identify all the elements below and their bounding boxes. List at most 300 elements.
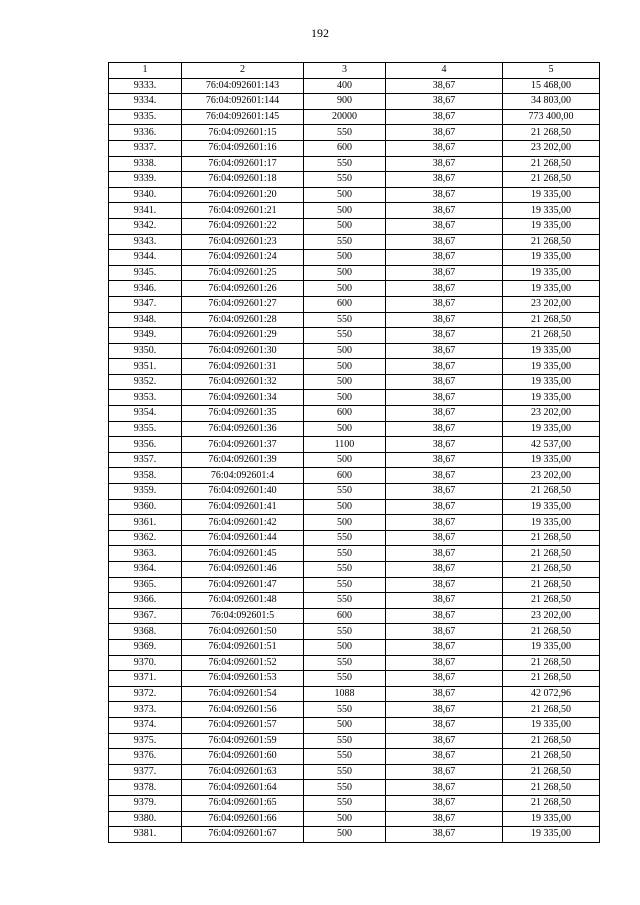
amount-cell: 19 335,00	[503, 187, 600, 203]
rate-cell: 38,67	[386, 281, 503, 297]
amount-cell: 21 268,50	[503, 577, 600, 593]
amount-cell: 19 335,00	[503, 390, 600, 406]
amount-cell: 21 268,50	[503, 234, 600, 250]
cadastral-number-cell: 76:04:092601:32	[182, 374, 304, 390]
rate-cell: 38,67	[386, 593, 503, 609]
table-row	[109, 733, 600, 749]
amount-cell: 19 335,00	[503, 421, 600, 437]
cadastral-number-cell: 76:04:092601:21	[182, 203, 304, 219]
cadastral-number-cell: 76:04:092601:53	[182, 671, 304, 687]
amount-cell: 21 268,50	[503, 624, 600, 640]
cadastral-number-cell: 76:04:092601:40	[182, 484, 304, 500]
cadastral-number-cell: 76:04:092601:4	[182, 468, 304, 484]
column-header-2: 2	[182, 63, 304, 79]
cadastral-number-cell: 76:04:092601:34	[182, 390, 304, 406]
rate-cell: 38,67	[386, 437, 503, 453]
cadastral-number-cell: 76:04:092601:24	[182, 250, 304, 266]
rate-cell: 38,67	[386, 203, 503, 219]
row-number-cell: 9339.	[109, 172, 182, 188]
area-cell: 550	[304, 484, 386, 500]
header-row	[109, 63, 600, 79]
area-cell: 550	[304, 780, 386, 796]
amount-cell: 21 268,50	[503, 562, 600, 578]
area-cell: 550	[304, 562, 386, 578]
table-row	[109, 172, 600, 188]
area-cell: 500	[304, 359, 386, 375]
rate-cell: 38,67	[386, 343, 503, 359]
area-cell: 20000	[304, 109, 386, 125]
cadastral-number-cell: 76:04:092601:29	[182, 328, 304, 344]
area-cell: 500	[304, 499, 386, 515]
amount-cell: 21 268,50	[503, 733, 600, 749]
row-number-cell: 9366.	[109, 593, 182, 609]
rate-cell: 38,67	[386, 780, 503, 796]
rate-cell: 38,67	[386, 717, 503, 733]
cadastral-number-cell: 76:04:092601:41	[182, 499, 304, 515]
amount-cell: 19 335,00	[503, 218, 600, 234]
area-cell: 500	[304, 343, 386, 359]
area-cell: 500	[304, 218, 386, 234]
amount-cell: 15 468,00	[503, 78, 600, 94]
amount-cell: 23 202,00	[503, 406, 600, 422]
area-cell: 600	[304, 608, 386, 624]
amount-cell: 21 268,50	[503, 593, 600, 609]
amount-cell: 19 335,00	[503, 359, 600, 375]
amount-cell: 21 268,50	[503, 749, 600, 765]
cadastral-number-cell: 76:04:092601:54	[182, 686, 304, 702]
cadastral-number-cell: 76:04:092601:17	[182, 156, 304, 172]
table-row	[109, 374, 600, 390]
table-row	[109, 437, 600, 453]
rate-cell: 38,67	[386, 78, 503, 94]
table-row	[109, 671, 600, 687]
area-cell: 550	[304, 577, 386, 593]
row-number-cell: 9342.	[109, 218, 182, 234]
row-number-cell: 9347.	[109, 296, 182, 312]
area-cell: 550	[304, 795, 386, 811]
table-row	[109, 702, 600, 718]
row-number-cell: 9348.	[109, 312, 182, 328]
amount-cell: 19 335,00	[503, 343, 600, 359]
column-header-1: 1	[109, 63, 182, 79]
cadastral-number-cell: 76:04:092601:52	[182, 655, 304, 671]
table-row	[109, 655, 600, 671]
table-row	[109, 593, 600, 609]
column-header-4: 4	[386, 63, 503, 79]
rate-cell: 38,67	[386, 546, 503, 562]
amount-cell: 19 335,00	[503, 717, 600, 733]
rate-cell: 38,67	[386, 328, 503, 344]
area-cell: 500	[304, 203, 386, 219]
row-number-cell: 9350.	[109, 343, 182, 359]
area-cell: 400	[304, 78, 386, 94]
cadastral-number-cell: 76:04:092601:20	[182, 187, 304, 203]
amount-cell: 21 268,50	[503, 671, 600, 687]
row-number-cell: 9368.	[109, 624, 182, 640]
amount-cell: 23 202,00	[503, 608, 600, 624]
row-number-cell: 9361.	[109, 515, 182, 531]
rate-cell: 38,67	[386, 562, 503, 578]
rate-cell: 38,67	[386, 484, 503, 500]
area-cell: 600	[304, 140, 386, 156]
amount-cell: 19 335,00	[503, 811, 600, 827]
area-cell: 600	[304, 406, 386, 422]
area-cell: 550	[304, 593, 386, 609]
table-row	[109, 421, 600, 437]
table-header	[109, 63, 600, 79]
cadastral-number-cell: 76:04:092601:64	[182, 780, 304, 796]
cadastral-number-cell: 76:04:092601:59	[182, 733, 304, 749]
row-number-cell: 9375.	[109, 733, 182, 749]
rate-cell: 38,67	[386, 265, 503, 281]
amount-cell: 23 202,00	[503, 468, 600, 484]
table-row	[109, 312, 600, 328]
area-cell: 500	[304, 811, 386, 827]
row-number-cell: 9341.	[109, 203, 182, 219]
amount-cell: 21 268,50	[503, 546, 600, 562]
cadastral-number-cell: 76:04:092601:144	[182, 94, 304, 110]
area-cell: 550	[304, 172, 386, 188]
table-row	[109, 827, 600, 843]
rate-cell: 38,67	[386, 811, 503, 827]
rate-cell: 38,67	[386, 390, 503, 406]
row-number-cell: 9334.	[109, 94, 182, 110]
cadastral-number-cell: 76:04:092601:63	[182, 764, 304, 780]
row-number-cell: 9364.	[109, 562, 182, 578]
rate-cell: 38,67	[386, 639, 503, 655]
table-row	[109, 406, 600, 422]
row-number-cell: 9337.	[109, 140, 182, 156]
table-row	[109, 484, 600, 500]
area-cell: 1088	[304, 686, 386, 702]
column-header-5: 5	[503, 63, 600, 79]
rate-cell: 38,67	[386, 312, 503, 328]
rate-cell: 38,67	[386, 452, 503, 468]
area-cell: 500	[304, 281, 386, 297]
area-cell: 500	[304, 452, 386, 468]
table-row	[109, 546, 600, 562]
row-number-cell: 9370.	[109, 655, 182, 671]
rate-cell: 38,67	[386, 749, 503, 765]
row-number-cell: 9378.	[109, 780, 182, 796]
row-number-cell: 9338.	[109, 156, 182, 172]
amount-cell: 19 335,00	[503, 265, 600, 281]
area-cell: 550	[304, 312, 386, 328]
table-row	[109, 203, 600, 219]
amount-cell: 19 335,00	[503, 639, 600, 655]
amount-cell: 42 537,00	[503, 437, 600, 453]
row-number-cell: 9360.	[109, 499, 182, 515]
rate-cell: 38,67	[386, 296, 503, 312]
cadastral-number-cell: 76:04:092601:22	[182, 218, 304, 234]
area-cell: 600	[304, 296, 386, 312]
cadastral-number-cell: 76:04:092601:28	[182, 312, 304, 328]
rate-cell: 38,67	[386, 608, 503, 624]
amount-cell: 19 335,00	[503, 374, 600, 390]
row-number-cell: 9371.	[109, 671, 182, 687]
rate-cell: 38,67	[386, 421, 503, 437]
cadastral-number-cell: 76:04:092601:36	[182, 421, 304, 437]
row-number-cell: 9380.	[109, 811, 182, 827]
column-header-3: 3	[304, 63, 386, 79]
amount-cell: 19 335,00	[503, 499, 600, 515]
table-row	[109, 530, 600, 546]
table-row	[109, 811, 600, 827]
table-row	[109, 359, 600, 375]
table-row	[109, 390, 600, 406]
table-row	[109, 187, 600, 203]
row-number-cell: 9359.	[109, 484, 182, 500]
row-number-cell: 9333.	[109, 78, 182, 94]
rate-cell: 38,67	[386, 702, 503, 718]
data-table	[108, 62, 600, 843]
row-number-cell: 9381.	[109, 827, 182, 843]
amount-cell: 19 335,00	[503, 281, 600, 297]
cadastral-number-cell: 76:04:092601:25	[182, 265, 304, 281]
table-row	[109, 764, 600, 780]
area-cell: 500	[304, 390, 386, 406]
cadastral-number-cell: 76:04:092601:39	[182, 452, 304, 468]
cadastral-number-cell: 76:04:092601:16	[182, 140, 304, 156]
cadastral-number-cell: 76:04:092601:42	[182, 515, 304, 531]
area-cell: 600	[304, 468, 386, 484]
amount-cell: 21 268,50	[503, 530, 600, 546]
rate-cell: 38,67	[386, 795, 503, 811]
cadastral-number-cell: 76:04:092601:15	[182, 125, 304, 141]
cadastral-number-cell: 76:04:092601:30	[182, 343, 304, 359]
rate-cell: 38,67	[386, 140, 503, 156]
row-number-cell: 9345.	[109, 265, 182, 281]
area-cell: 550	[304, 546, 386, 562]
row-number-cell: 9344.	[109, 250, 182, 266]
area-cell: 550	[304, 125, 386, 141]
rate-cell: 38,67	[386, 764, 503, 780]
cadastral-number-cell: 76:04:092601:35	[182, 406, 304, 422]
table-body	[109, 78, 600, 842]
amount-cell: 21 268,50	[503, 764, 600, 780]
area-cell: 550	[304, 156, 386, 172]
rate-cell: 38,67	[386, 218, 503, 234]
table-row	[109, 452, 600, 468]
area-cell: 550	[304, 234, 386, 250]
cadastral-number-cell: 76:04:092601:37	[182, 437, 304, 453]
rate-cell: 38,67	[386, 406, 503, 422]
area-cell: 550	[304, 749, 386, 765]
row-number-cell: 9362.	[109, 530, 182, 546]
area-cell: 500	[304, 717, 386, 733]
rate-cell: 38,67	[386, 515, 503, 531]
cadastral-number-cell: 76:04:092601:46	[182, 562, 304, 578]
area-cell: 1100	[304, 437, 386, 453]
area-cell: 500	[304, 639, 386, 655]
table-row	[109, 468, 600, 484]
table-row	[109, 250, 600, 266]
rate-cell: 38,67	[386, 234, 503, 250]
table-row	[109, 780, 600, 796]
table-row	[109, 218, 600, 234]
table-row	[109, 234, 600, 250]
table-row	[109, 265, 600, 281]
row-number-cell: 9372.	[109, 686, 182, 702]
area-cell: 500	[304, 421, 386, 437]
rate-cell: 38,67	[386, 655, 503, 671]
table-row	[109, 608, 600, 624]
cadastral-number-cell: 76:04:092601:5	[182, 608, 304, 624]
rate-cell: 38,67	[386, 468, 503, 484]
row-number-cell: 9340.	[109, 187, 182, 203]
cadastral-number-cell: 76:04:092601:45	[182, 546, 304, 562]
area-cell: 550	[304, 328, 386, 344]
area-cell: 500	[304, 265, 386, 281]
cadastral-number-cell: 76:04:092601:48	[182, 593, 304, 609]
rate-cell: 38,67	[386, 499, 503, 515]
table-row	[109, 78, 600, 94]
table-row	[109, 717, 600, 733]
area-cell: 900	[304, 94, 386, 110]
table-row	[109, 94, 600, 110]
amount-cell: 19 335,00	[503, 515, 600, 531]
area-cell: 500	[304, 827, 386, 843]
area-cell: 550	[304, 671, 386, 687]
amount-cell: 19 335,00	[503, 452, 600, 468]
row-number-cell: 9358.	[109, 468, 182, 484]
table-row	[109, 639, 600, 655]
row-number-cell: 9379.	[109, 795, 182, 811]
area-cell: 500	[304, 374, 386, 390]
amount-cell: 21 268,50	[503, 780, 600, 796]
cadastral-number-cell: 76:04:092601:26	[182, 281, 304, 297]
row-number-cell: 9367.	[109, 608, 182, 624]
table-row	[109, 296, 600, 312]
cadastral-number-cell: 76:04:092601:60	[182, 749, 304, 765]
cadastral-number-cell: 76:04:092601:66	[182, 811, 304, 827]
amount-cell: 23 202,00	[503, 296, 600, 312]
table-row	[109, 140, 600, 156]
amount-cell: 42 072,96	[503, 686, 600, 702]
rate-cell: 38,67	[386, 172, 503, 188]
rate-cell: 38,67	[386, 577, 503, 593]
cadastral-number-cell: 76:04:092601:145	[182, 109, 304, 125]
area-cell: 550	[304, 624, 386, 640]
rate-cell: 38,67	[386, 530, 503, 546]
area-cell: 550	[304, 702, 386, 718]
row-number-cell: 9374.	[109, 717, 182, 733]
table-row	[109, 577, 600, 593]
amount-cell: 21 268,50	[503, 795, 600, 811]
rate-cell: 38,67	[386, 359, 503, 375]
cadastral-number-cell: 76:04:092601:31	[182, 359, 304, 375]
area-cell: 500	[304, 250, 386, 266]
row-number-cell: 9346.	[109, 281, 182, 297]
cadastral-number-cell: 76:04:092601:65	[182, 795, 304, 811]
table-row	[109, 281, 600, 297]
table-row	[109, 328, 600, 344]
row-number-cell: 9356.	[109, 437, 182, 453]
rate-cell: 38,67	[386, 156, 503, 172]
row-number-cell: 9376.	[109, 749, 182, 765]
cadastral-number-cell: 76:04:092601:47	[182, 577, 304, 593]
amount-cell: 23 202,00	[503, 140, 600, 156]
table-row	[109, 795, 600, 811]
area-cell: 550	[304, 733, 386, 749]
rate-cell: 38,67	[386, 374, 503, 390]
amount-cell: 21 268,50	[503, 312, 600, 328]
amount-cell: 19 335,00	[503, 203, 600, 219]
rate-cell: 38,67	[386, 125, 503, 141]
row-number-cell: 9369.	[109, 639, 182, 655]
rate-cell: 38,67	[386, 686, 503, 702]
row-number-cell: 9335.	[109, 109, 182, 125]
area-cell: 550	[304, 530, 386, 546]
table-row	[109, 343, 600, 359]
table-row	[109, 749, 600, 765]
row-number-cell: 9343.	[109, 234, 182, 250]
amount-cell: 21 268,50	[503, 172, 600, 188]
row-number-cell: 9353.	[109, 390, 182, 406]
cadastral-number-cell: 76:04:092601:50	[182, 624, 304, 640]
rate-cell: 38,67	[386, 187, 503, 203]
cadastral-number-cell: 76:04:092601:67	[182, 827, 304, 843]
row-number-cell: 9354.	[109, 406, 182, 422]
rate-cell: 38,67	[386, 109, 503, 125]
amount-cell: 21 268,50	[503, 484, 600, 500]
cadastral-number-cell: 76:04:092601:57	[182, 717, 304, 733]
amount-cell: 21 268,50	[503, 125, 600, 141]
rate-cell: 38,67	[386, 671, 503, 687]
amount-cell: 21 268,50	[503, 655, 600, 671]
area-cell: 550	[304, 655, 386, 671]
amount-cell: 19 335,00	[503, 250, 600, 266]
cadastral-number-cell: 76:04:092601:27	[182, 296, 304, 312]
row-number-cell: 9355.	[109, 421, 182, 437]
rate-cell: 38,67	[386, 827, 503, 843]
cadastral-number-cell: 76:04:092601:44	[182, 530, 304, 546]
table-row	[109, 562, 600, 578]
cadastral-number-cell: 76:04:092601:18	[182, 172, 304, 188]
cadastral-number-cell: 76:04:092601:51	[182, 639, 304, 655]
amount-cell: 21 268,50	[503, 702, 600, 718]
area-cell: 500	[304, 187, 386, 203]
table-row	[109, 686, 600, 702]
area-cell: 500	[304, 515, 386, 531]
table-row	[109, 499, 600, 515]
row-number-cell: 9365.	[109, 577, 182, 593]
table-row	[109, 515, 600, 531]
amount-cell: 19 335,00	[503, 827, 600, 843]
rate-cell: 38,67	[386, 94, 503, 110]
row-number-cell: 9336.	[109, 125, 182, 141]
rate-cell: 38,67	[386, 250, 503, 266]
table-row	[109, 125, 600, 141]
amount-cell: 21 268,50	[503, 328, 600, 344]
row-number-cell: 9363.	[109, 546, 182, 562]
rate-cell: 38,67	[386, 624, 503, 640]
table-row	[109, 156, 600, 172]
row-number-cell: 9377.	[109, 764, 182, 780]
cadastral-number-cell: 76:04:092601:56	[182, 702, 304, 718]
amount-cell: 773 400,00	[503, 109, 600, 125]
table-row	[109, 624, 600, 640]
table-row	[109, 109, 600, 125]
row-number-cell: 9351.	[109, 359, 182, 375]
row-number-cell: 9373.	[109, 702, 182, 718]
row-number-cell: 9352.	[109, 374, 182, 390]
rate-cell: 38,67	[386, 733, 503, 749]
cadastral-number-cell: 76:04:092601:143	[182, 78, 304, 94]
page-number: 192	[311, 26, 329, 40]
amount-cell: 21 268,50	[503, 156, 600, 172]
amount-cell: 34 803,00	[503, 94, 600, 110]
